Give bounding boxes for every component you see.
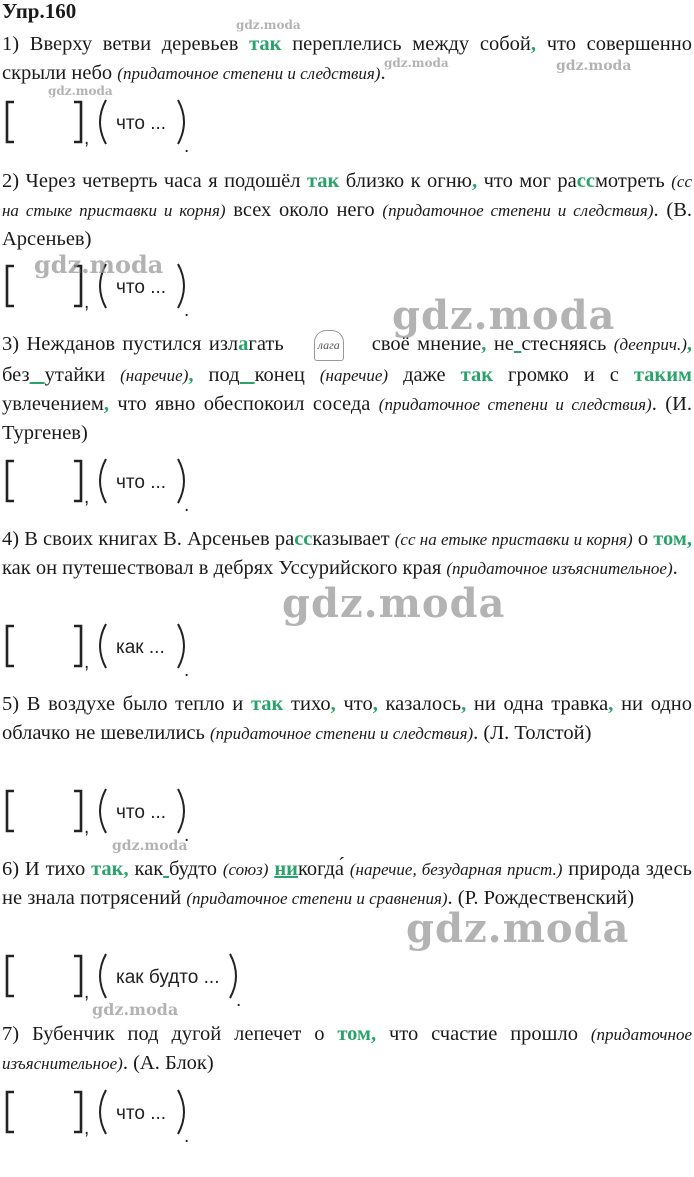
sentence-5: 5) В воздухе было тепло и так тихо, что, казалось, ни одна травка, ни одно облачко не шевелились (придаточное степени и следствия). (Л. Толстой) [2, 693, 693, 744]
scheme-conjunction: как будто ... [116, 967, 220, 988]
sentence-scheme [2, 1086, 204, 1144]
subordinate-left-paren [100, 1090, 106, 1134]
sentence-1: 1) Вверху ветви деревьев так переплелись между собой, что совершенно скрыли небо (придаточное степени и следствия). [2, 33, 692, 84]
scheme-period: . [236, 990, 242, 1008]
scheme-period: . [184, 495, 190, 513]
scheme-period: . [184, 1126, 190, 1144]
scheme-3 [2, 455, 204, 513]
main-clause-left-bracket [7, 1092, 14, 1132]
main-clause-right-bracket [74, 791, 81, 831]
scheme-period: . [184, 825, 190, 843]
scheme-period: . [184, 660, 190, 678]
scheme-comma: , [84, 128, 90, 149]
sentence-6: 6) И тихо так, как будто (союз) никогда́ (наречие, безударная прист.) природа здесь не знала потрясений (придаточное степени и сравнения). (Р. Рождественский) [2, 858, 692, 909]
scheme-period: . [184, 300, 190, 318]
main-clause-right-bracket [74, 956, 81, 996]
main-clause-right-bracket [74, 626, 81, 666]
watermark: gdz.moda [556, 58, 632, 74]
subordinate-left-paren [100, 100, 106, 144]
scheme-2 [2, 260, 204, 318]
scheme-conjunction: что ... [116, 472, 167, 493]
scheme-5 [2, 785, 204, 843]
watermark: gdz.moda [236, 18, 301, 32]
sentence-scheme [2, 785, 204, 843]
watermark: gdz.moda [392, 292, 616, 339]
subordinate-left-paren [100, 264, 106, 308]
main-clause-left-bracket [7, 956, 14, 996]
scheme-period: . [184, 136, 190, 154]
watermark: gdz.moda [384, 56, 449, 70]
watermark: gdz.moda [34, 250, 164, 279]
scheme-conjunction: что ... [116, 113, 167, 134]
subordinate-left-paren [100, 624, 106, 668]
accent-stamp-image: лага [314, 330, 344, 361]
watermark: gdz.moda [112, 838, 188, 854]
scheme-conjunction: что ... [116, 1103, 167, 1124]
main-clause-right-bracket [74, 102, 81, 142]
sentence-scheme [2, 260, 204, 318]
scheme-7 [2, 1086, 204, 1144]
scheme-6 [2, 950, 256, 1008]
sentence-2: 2) Через четверть часа я подошёл так близко к огню, что мог рассмотреть (сс на стыке приставки и корня) всех около него (придаточное степени и следствия). (В. Арсеньев) [2, 170, 692, 250]
scheme-comma: , [84, 817, 90, 838]
scheme-comma: , [84, 487, 90, 508]
main-clause-right-bracket [74, 1092, 81, 1132]
main-clause-left-bracket [7, 102, 14, 142]
watermark: gdz.moda [48, 84, 113, 98]
exercise-title: Упр.160 [2, 0, 77, 23]
scheme-comma: , [84, 1118, 90, 1139]
main-clause-right-bracket [74, 266, 81, 306]
sentence-scheme [2, 455, 204, 513]
subordinate-left-paren [100, 789, 106, 833]
sentence-3: 3) Нежданов пустился излагать лага своё мнение, не стесняясь (дееприч.), без утайки (наречие), под конец (наречие) даже так громко и с таким увлечением, что явно обеспокоил соседа (придаточное степени и следствия). (И. Тургенев) [2, 330, 692, 448]
main-clause-left-bracket [7, 266, 14, 306]
main-clause-left-bracket [7, 791, 14, 831]
sentence-scheme [2, 620, 204, 678]
watermark: gdz.moda [406, 905, 630, 952]
sentence-7: 7) Бубенчик под дугой лепечет о том, что счастие прошло (придаточное изъяснительное). (А. Блок) [2, 1023, 692, 1074]
sentence-scheme [2, 96, 204, 154]
main-clause-left-bracket [7, 461, 14, 501]
watermark: gdz.moda [282, 580, 506, 627]
scheme-comma: , [84, 652, 90, 673]
scheme-conjunction: что ... [116, 802, 167, 823]
main-clause-right-bracket [74, 461, 81, 501]
scheme-4 [2, 620, 204, 678]
subordinate-left-paren [100, 954, 106, 998]
sentence-scheme [2, 950, 256, 1008]
watermark: gdz.moda [92, 1000, 179, 1019]
subordinate-left-paren [100, 459, 106, 503]
main-clause-left-bracket [7, 626, 14, 666]
scheme-comma: , [84, 982, 90, 1003]
scheme-comma: , [84, 292, 90, 313]
note: (придаточное степени и следствия) [117, 64, 381, 83]
scheme-1 [2, 96, 204, 154]
scheme-conjunction: что ... [116, 277, 167, 298]
sentence-4: 4) В своих книгах В. Арсеньев рассказывает (сс на етыке приставки и корня) о том, как он путешествовал в дебрях Уссурийского края (придаточное изъяснительное). [2, 528, 692, 579]
scheme-conjunction: как ... [116, 637, 165, 658]
